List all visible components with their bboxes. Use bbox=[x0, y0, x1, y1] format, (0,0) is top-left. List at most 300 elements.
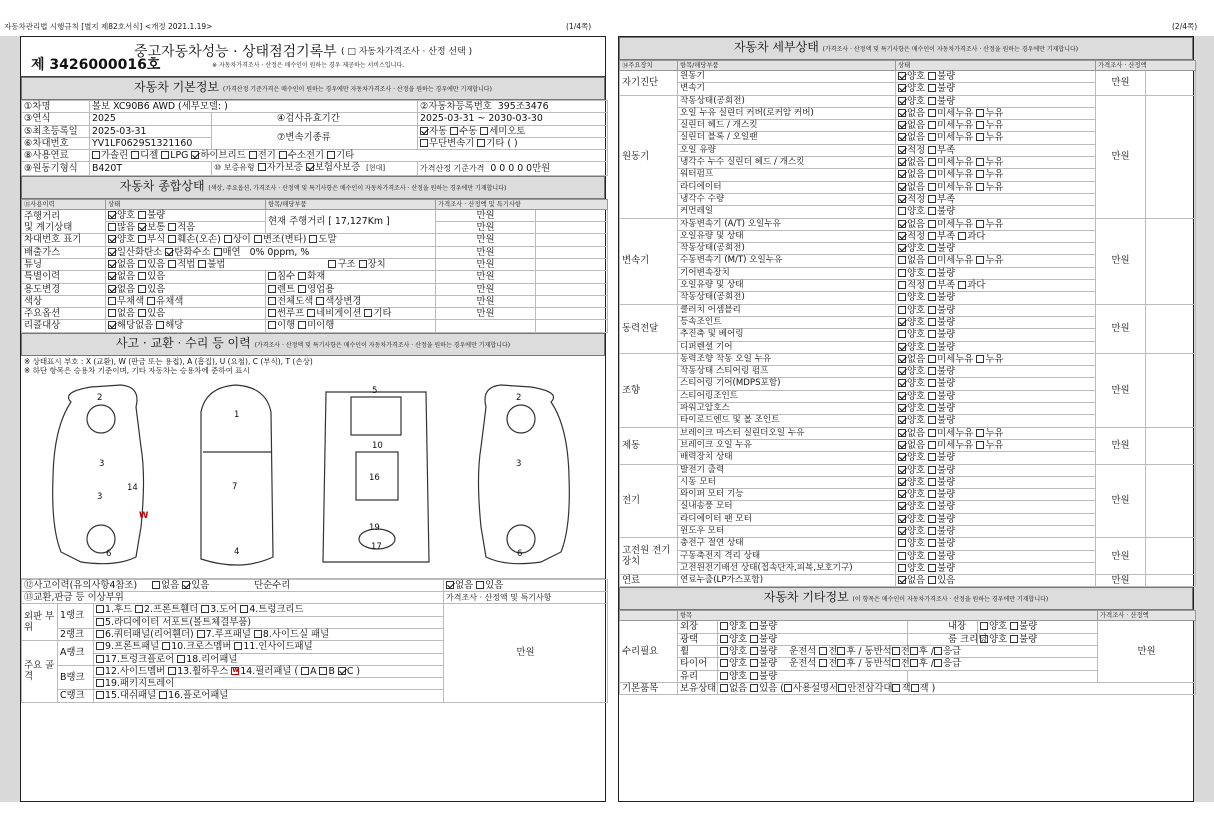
detail-status bbox=[896, 230, 1096, 242]
checkbox[interactable] bbox=[96, 691, 104, 699]
checkbox[interactable] bbox=[750, 635, 758, 643]
checkbox[interactable] bbox=[819, 647, 827, 655]
checkbox[interactable] bbox=[928, 552, 936, 560]
checkbox[interactable] bbox=[268, 285, 276, 293]
checkbox[interactable] bbox=[928, 466, 936, 474]
checkbox[interactable] bbox=[131, 151, 139, 159]
checkbox[interactable] bbox=[898, 416, 906, 424]
checkbox-label: 양호 bbox=[907, 267, 929, 279]
basic-info-table bbox=[21, 100, 608, 176]
checkbox[interactable] bbox=[720, 622, 728, 630]
checkbox[interactable] bbox=[224, 235, 232, 243]
checkbox[interactable] bbox=[928, 109, 936, 117]
text-field: 외장 bbox=[678, 621, 718, 633]
checkbox[interactable] bbox=[268, 321, 276, 329]
checkbox[interactable] bbox=[307, 309, 315, 317]
checkbox[interactable] bbox=[750, 659, 758, 667]
checkbox[interactable] bbox=[108, 309, 116, 317]
text-field: 네비게이션 bbox=[316, 308, 362, 320]
checkbox-label: 미세누유 bbox=[937, 157, 977, 169]
checkbox[interactable] bbox=[234, 642, 242, 650]
checkbox[interactable] bbox=[898, 502, 906, 510]
checkbox[interactable] bbox=[892, 659, 900, 667]
checkbox-label: 불량 bbox=[937, 83, 956, 95]
checkbox[interactable] bbox=[420, 127, 428, 135]
repair-history-table bbox=[21, 579, 608, 703]
detail-price: 만원 bbox=[1096, 304, 1146, 353]
checkbox[interactable] bbox=[328, 260, 336, 268]
checkbox-label: 없음 bbox=[907, 120, 929, 132]
checkbox[interactable] bbox=[477, 139, 485, 147]
checkbox[interactable] bbox=[198, 260, 206, 268]
text-field: ⑩ 보증유형 bbox=[214, 163, 255, 173]
detail-row bbox=[620, 538, 1196, 550]
detail-status bbox=[896, 403, 1096, 415]
checkbox[interactable] bbox=[976, 441, 984, 449]
wheel-front-left bbox=[87, 405, 115, 433]
checkbox[interactable] bbox=[928, 478, 936, 486]
checkbox[interactable] bbox=[898, 97, 906, 105]
text-field: 볼보 XC90B6 AWD (세부모델: ) bbox=[90, 101, 418, 113]
checkbox[interactable] bbox=[898, 379, 906, 387]
checkbox[interactable] bbox=[838, 684, 846, 692]
checkbox[interactable] bbox=[138, 309, 146, 317]
checkbox[interactable] bbox=[976, 256, 984, 264]
checkbox[interactable] bbox=[108, 285, 116, 293]
text-field: 상태 bbox=[896, 61, 1096, 71]
checkbox[interactable] bbox=[147, 297, 155, 305]
checkbox[interactable] bbox=[138, 235, 146, 243]
checkbox[interactable] bbox=[928, 183, 936, 191]
checkbox[interactable] bbox=[298, 285, 306, 293]
checkbox[interactable] bbox=[898, 515, 906, 523]
checkbox[interactable] bbox=[898, 576, 906, 584]
checkbox[interactable] bbox=[898, 170, 906, 178]
checkbox[interactable] bbox=[980, 635, 988, 643]
text-field: 유채색 bbox=[156, 295, 184, 307]
checkbox[interactable] bbox=[168, 667, 176, 675]
checkbox[interactable] bbox=[279, 151, 287, 159]
checkbox[interactable] bbox=[928, 293, 936, 301]
checkbox[interactable] bbox=[910, 647, 918, 655]
checkbox-label: 불량 bbox=[937, 501, 956, 513]
checkbox[interactable] bbox=[231, 667, 239, 675]
checkbox[interactable] bbox=[898, 404, 906, 412]
detail-item: 작동상태 스티어링 펌프 bbox=[678, 366, 896, 378]
checkbox-label: 부족 bbox=[937, 230, 959, 242]
checkbox[interactable] bbox=[309, 235, 317, 243]
checkbox[interactable] bbox=[928, 564, 936, 572]
checkbox[interactable] bbox=[928, 195, 936, 203]
checkbox[interactable] bbox=[976, 109, 984, 117]
checkbox[interactable] bbox=[934, 659, 942, 667]
checkbox[interactable] bbox=[138, 260, 146, 268]
checkbox[interactable] bbox=[911, 684, 919, 692]
checkbox[interactable] bbox=[96, 679, 104, 687]
checkbox[interactable] bbox=[980, 622, 988, 630]
text-field: 보험사보증 bbox=[314, 162, 361, 174]
checkbox[interactable] bbox=[720, 684, 728, 692]
checkbox[interactable] bbox=[928, 232, 936, 240]
checkbox[interactable] bbox=[928, 379, 936, 387]
checkbox[interactable] bbox=[898, 490, 906, 498]
checkbox[interactable] bbox=[898, 306, 906, 314]
checkbox[interactable] bbox=[928, 330, 936, 338]
checkbox[interactable] bbox=[928, 502, 936, 510]
checkbox-label: 없음 bbox=[907, 132, 929, 144]
checkbox[interactable] bbox=[976, 121, 984, 129]
text-field: 주요 골격 bbox=[22, 641, 58, 702]
checkbox[interactable] bbox=[928, 269, 936, 277]
checkbox[interactable] bbox=[898, 527, 906, 535]
checkbox[interactable] bbox=[1010, 622, 1018, 630]
checkbox[interactable] bbox=[934, 647, 942, 655]
text-field: 양호 bbox=[989, 621, 1008, 633]
checkbox[interactable] bbox=[898, 441, 906, 449]
checkbox-label: 양호 bbox=[907, 71, 929, 82]
checkbox[interactable] bbox=[156, 321, 164, 329]
checkbox-label: 양호 bbox=[907, 243, 929, 255]
checkbox[interactable] bbox=[108, 235, 116, 243]
text-field: 양호 bbox=[729, 621, 748, 633]
checkbox[interactable] bbox=[197, 630, 205, 638]
text-field: 항목 bbox=[678, 611, 1098, 621]
checkbox[interactable] bbox=[161, 151, 169, 159]
checkbox[interactable] bbox=[898, 564, 906, 572]
checkbox[interactable] bbox=[319, 667, 327, 675]
checkbox-label: 누유 bbox=[985, 353, 1004, 365]
text-field: 양호 bbox=[729, 670, 748, 682]
checkbox[interactable] bbox=[898, 318, 906, 326]
checkbox[interactable] bbox=[928, 367, 936, 375]
checkbox[interactable] bbox=[928, 207, 936, 215]
checkbox[interactable] bbox=[138, 211, 146, 219]
checkbox[interactable] bbox=[898, 183, 906, 191]
checkbox[interactable] bbox=[720, 672, 728, 680]
detail-item: 냉각수 누수 실린더 헤드 / 개스킷 bbox=[678, 157, 896, 169]
checkbox[interactable] bbox=[837, 659, 845, 667]
checkbox[interactable] bbox=[898, 293, 906, 301]
text-field: 없음 bbox=[117, 258, 136, 270]
checkbox[interactable] bbox=[898, 343, 906, 351]
section-detail bbox=[619, 37, 1193, 60]
checkbox[interactable] bbox=[898, 269, 906, 277]
checkbox-label: 부족 bbox=[937, 144, 956, 156]
checkbox-label: 양호 bbox=[907, 525, 929, 537]
text-field: 있음 bbox=[191, 579, 210, 591]
checkbox[interactable] bbox=[958, 281, 966, 289]
checkbox[interactable] bbox=[898, 256, 906, 264]
text-field: 만원 bbox=[436, 295, 536, 307]
checkbox[interactable] bbox=[898, 121, 906, 129]
checkbox[interactable] bbox=[898, 552, 906, 560]
checkbox-label: 양호 bbox=[907, 292, 929, 304]
checkbox[interactable] bbox=[301, 667, 309, 675]
checkbox[interactable] bbox=[162, 642, 170, 650]
text-field: 불량 bbox=[759, 646, 778, 658]
checkbox[interactable] bbox=[976, 133, 984, 141]
checkbox[interactable] bbox=[268, 272, 276, 280]
checkbox-label: 불량 bbox=[937, 341, 956, 353]
checkbox[interactable] bbox=[928, 441, 936, 449]
checkbox[interactable] bbox=[306, 163, 314, 171]
checkbox[interactable] bbox=[720, 659, 728, 667]
checkbox[interactable] bbox=[476, 581, 484, 589]
text-field: 내장 bbox=[908, 621, 978, 633]
checkbox[interactable] bbox=[249, 151, 257, 159]
checkbox[interactable] bbox=[168, 260, 176, 268]
checkbox[interactable] bbox=[364, 309, 372, 317]
text-field: 8.사이드실 패널 bbox=[262, 628, 330, 640]
text-field: 2025-03-31 ~ 2030-03-30 bbox=[418, 113, 608, 125]
checkbox[interactable] bbox=[976, 429, 984, 437]
checkbox[interactable] bbox=[928, 244, 936, 252]
checkbox[interactable] bbox=[898, 355, 906, 363]
checkbox[interactable] bbox=[928, 256, 936, 264]
checkbox[interactable] bbox=[108, 260, 116, 268]
detail-status bbox=[896, 243, 1096, 255]
checkbox[interactable] bbox=[450, 127, 458, 135]
checkbox[interactable] bbox=[819, 659, 827, 667]
checkbox[interactable] bbox=[928, 576, 936, 584]
checkbox[interactable] bbox=[316, 297, 324, 305]
checkbox[interactable] bbox=[177, 655, 185, 663]
checkbox-label: 누유 bbox=[985, 255, 1004, 267]
checkbox[interactable] bbox=[138, 285, 146, 293]
checkbox[interactable] bbox=[898, 367, 906, 375]
checkbox[interactable] bbox=[928, 392, 936, 400]
checkbox[interactable] bbox=[976, 183, 984, 191]
detail-item: 브레이크 마스터 실린더오일 누유 bbox=[678, 427, 896, 439]
checkbox[interactable] bbox=[159, 691, 167, 699]
checkbox[interactable] bbox=[898, 207, 906, 215]
document-title-block bbox=[21, 37, 605, 77]
checkbox[interactable] bbox=[327, 151, 335, 159]
checkbox[interactable] bbox=[359, 260, 367, 268]
detail-price: 만원 bbox=[1096, 427, 1146, 464]
text-field: ( bbox=[780, 682, 784, 694]
checkbox[interactable] bbox=[898, 478, 906, 486]
checkbox[interactable] bbox=[898, 146, 906, 154]
checkbox[interactable] bbox=[108, 272, 116, 280]
checkbox[interactable] bbox=[928, 121, 936, 129]
text-field: 2025-03-31 bbox=[90, 125, 212, 137]
checkbox[interactable] bbox=[152, 581, 160, 589]
checkbox[interactable] bbox=[928, 72, 936, 80]
checkbox[interactable] bbox=[928, 146, 936, 154]
checkbox[interactable] bbox=[928, 539, 936, 547]
checkbox[interactable] bbox=[898, 392, 906, 400]
checkbox[interactable] bbox=[720, 635, 728, 643]
checkbox[interactable] bbox=[165, 248, 173, 256]
checkbox[interactable] bbox=[928, 158, 936, 166]
checkbox[interactable] bbox=[96, 667, 104, 675]
text-field: 전 bbox=[828, 658, 838, 670]
checkbox[interactable] bbox=[898, 133, 906, 141]
checkbox[interactable] bbox=[976, 355, 984, 363]
checkbox[interactable] bbox=[750, 672, 758, 680]
section-extra bbox=[619, 587, 1193, 610]
checkbox[interactable] bbox=[898, 220, 906, 228]
detail-item: 실린더 블록 / 오일팬 bbox=[678, 132, 896, 144]
detail-row bbox=[620, 304, 1196, 316]
text-field: 미이행 bbox=[307, 320, 335, 332]
section-title: 자동차 세부상태 bbox=[733, 40, 819, 54]
checkbox[interactable] bbox=[928, 343, 936, 351]
checkbox[interactable] bbox=[168, 235, 176, 243]
checkbox[interactable] bbox=[928, 97, 936, 105]
section-note: (가격조사 · 산정액 및 특기사항은 매수인이 자동차가격조사 · 산정을 원하는 경우에만 기재합니다) bbox=[822, 46, 1079, 53]
checkbox-label: 양호 bbox=[907, 513, 929, 525]
checkbox[interactable] bbox=[298, 272, 306, 280]
checkbox-label: 없음 bbox=[907, 427, 929, 439]
checkbox[interactable] bbox=[168, 223, 176, 231]
detail-item: 라디에이터 bbox=[678, 181, 896, 193]
text-field: 19.패키지트레이 bbox=[105, 678, 175, 690]
checkbox[interactable] bbox=[898, 466, 906, 474]
checkbox-label: 불량 bbox=[937, 562, 956, 574]
checkbox[interactable] bbox=[96, 655, 104, 663]
checkbox-label: 미세누유 bbox=[937, 181, 977, 193]
car-right-side bbox=[479, 385, 570, 564]
checkbox[interactable] bbox=[898, 539, 906, 547]
checkbox[interactable] bbox=[96, 630, 104, 638]
checkbox[interactable] bbox=[928, 306, 936, 314]
checkbox[interactable] bbox=[898, 429, 906, 437]
checkbox-label: 양호 bbox=[907, 366, 929, 378]
text-field: 전체도색 bbox=[277, 295, 314, 307]
text-field: 수소전기 bbox=[287, 150, 325, 162]
text-field: 양호 bbox=[117, 209, 136, 221]
checkbox[interactable] bbox=[928, 527, 936, 535]
checkbox[interactable] bbox=[928, 170, 936, 178]
checkbox-label: 불량 bbox=[937, 538, 956, 550]
checkbox[interactable] bbox=[898, 453, 906, 461]
checkbox[interactable] bbox=[108, 248, 116, 256]
checkbox[interactable] bbox=[446, 581, 454, 589]
detail-status bbox=[896, 501, 1096, 513]
checkbox[interactable] bbox=[928, 453, 936, 461]
checkbox[interactable] bbox=[96, 605, 104, 613]
checkbox[interactable] bbox=[108, 297, 116, 305]
section-note: (가격산정 기준가격은 매수인이 원하는 경우에만 자동차가격조사 · 산정을 원하는 경우에만 기재합니다) bbox=[222, 86, 492, 93]
checkbox[interactable] bbox=[254, 630, 262, 638]
checkbox[interactable] bbox=[928, 429, 936, 437]
checkbox[interactable] bbox=[898, 72, 906, 80]
detail-group-label: 조향 bbox=[620, 353, 678, 427]
checkbox[interactable] bbox=[182, 581, 190, 589]
checkbox[interactable] bbox=[214, 248, 222, 256]
checkbox-label: 불량 bbox=[937, 316, 956, 328]
text-field: 9.프론트패널 bbox=[105, 641, 160, 653]
detail-item: 작동상태(공회전) bbox=[678, 292, 896, 304]
checkbox[interactable] bbox=[898, 109, 906, 117]
checkbox[interactable] bbox=[480, 127, 488, 135]
checkbox[interactable] bbox=[298, 321, 306, 329]
checkbox[interactable] bbox=[837, 647, 845, 655]
checkbox[interactable] bbox=[201, 605, 209, 613]
checkbox[interactable] bbox=[928, 355, 936, 363]
detail-item: 냉각수 수량 bbox=[678, 193, 896, 205]
checkbox[interactable] bbox=[928, 515, 936, 523]
checkbox[interactable] bbox=[892, 647, 900, 655]
checkbox[interactable] bbox=[92, 151, 100, 159]
checkbox[interactable] bbox=[928, 404, 936, 412]
checkbox[interactable] bbox=[750, 647, 758, 655]
checkbox-label: 누유 bbox=[985, 157, 1004, 169]
checkbox[interactable] bbox=[420, 139, 428, 147]
checkbox[interactable] bbox=[898, 84, 906, 92]
checkbox[interactable] bbox=[240, 605, 248, 613]
checkbox[interactable] bbox=[1010, 635, 1018, 643]
checkbox[interactable] bbox=[928, 281, 936, 289]
checkbox[interactable] bbox=[898, 158, 906, 166]
checkbox-label: 불량 bbox=[937, 292, 956, 304]
checkbox-label: 양호 bbox=[907, 415, 929, 427]
checkbox[interactable] bbox=[96, 618, 104, 626]
checkbox[interactable] bbox=[96, 642, 104, 650]
checkbox[interactable] bbox=[108, 223, 116, 231]
checkbox[interactable] bbox=[784, 684, 792, 692]
checkbox-label: 없음 bbox=[907, 157, 929, 169]
text-field: 불량 bbox=[147, 209, 166, 221]
checkbox[interactable] bbox=[720, 647, 728, 655]
checkbox[interactable] bbox=[898, 330, 906, 338]
detail-row bbox=[620, 71, 1196, 83]
detail-item: 오일 유량 bbox=[678, 144, 896, 156]
checkbox[interactable] bbox=[976, 220, 984, 228]
checkbox[interactable] bbox=[976, 158, 984, 166]
checkbox-label: 양호 bbox=[907, 390, 929, 402]
checkbox[interactable] bbox=[910, 659, 918, 667]
checkbox[interactable] bbox=[892, 684, 900, 692]
checkbox[interactable] bbox=[898, 244, 906, 252]
checkbox[interactable] bbox=[135, 605, 143, 613]
detail-status bbox=[896, 120, 1096, 132]
checkbox[interactable] bbox=[254, 235, 262, 243]
checkbox[interactable] bbox=[976, 170, 984, 178]
checkbox[interactable] bbox=[191, 151, 199, 159]
checkbox[interactable] bbox=[108, 211, 116, 219]
text-field: 불량 bbox=[1019, 633, 1038, 645]
checkbox[interactable] bbox=[928, 416, 936, 424]
checkbox[interactable] bbox=[268, 297, 276, 305]
checkbox[interactable] bbox=[258, 163, 266, 171]
detail-group-label: 동력전달 bbox=[620, 304, 678, 353]
checkbox[interactable] bbox=[928, 220, 936, 228]
checkbox[interactable] bbox=[898, 195, 906, 203]
checkbox[interactable] bbox=[898, 281, 906, 289]
checkbox[interactable] bbox=[958, 232, 966, 240]
text-field: 만원 bbox=[532, 162, 551, 174]
checkbox[interactable] bbox=[338, 667, 346, 675]
text-field: 자동 bbox=[429, 125, 448, 137]
checkbox[interactable] bbox=[138, 272, 146, 280]
detail-item: 스티어링조인트 bbox=[678, 390, 896, 402]
checkbox[interactable] bbox=[750, 684, 758, 692]
checkbox[interactable] bbox=[928, 133, 936, 141]
checkbox[interactable] bbox=[898, 232, 906, 240]
checkbox[interactable] bbox=[138, 223, 146, 231]
checkbox[interactable] bbox=[108, 321, 116, 329]
checkbox-label: 불량 bbox=[937, 267, 956, 279]
checkbox[interactable] bbox=[928, 318, 936, 326]
text-field: 가격산정 기준가격 bbox=[420, 163, 485, 173]
checkbox[interactable] bbox=[928, 84, 936, 92]
checkbox[interactable] bbox=[928, 490, 936, 498]
checkbox[interactable] bbox=[268, 309, 276, 317]
checkbox[interactable] bbox=[750, 622, 758, 630]
